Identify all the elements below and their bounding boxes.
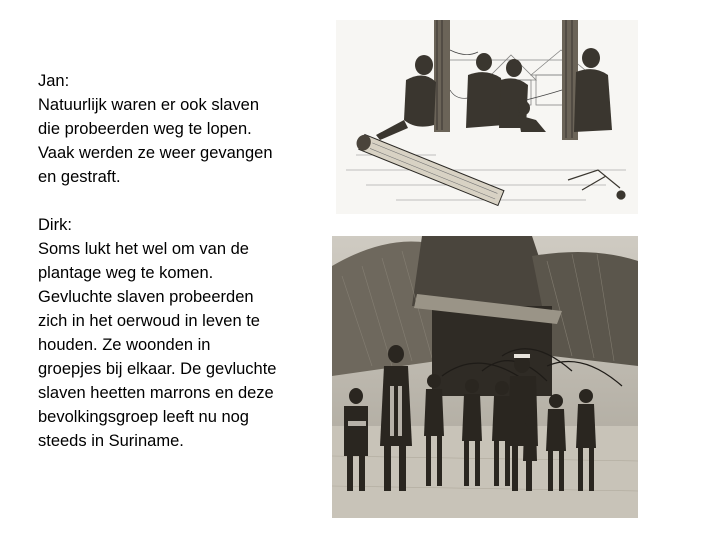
paragraph [38, 93, 323, 189]
text-line: groepjes bij elkaar. De gevluchte [38, 360, 277, 378]
text-line: Vaak werden ze weer gevangen [38, 144, 273, 162]
speaker-colon: : [67, 216, 72, 234]
text-line: slaven heetten marrons en deze [38, 384, 274, 402]
speaker-colon: : [64, 72, 70, 90]
speaker-label [38, 213, 323, 237]
text-line: Natuurlijk waren er ook slaven [38, 96, 260, 114]
engraving-punished-slaves-image [336, 20, 638, 214]
text-block-jan [38, 69, 323, 189]
paragraph [38, 237, 323, 453]
text-line: Soms lukt het wel om van de [38, 240, 249, 258]
speaker-name: Jan [38, 72, 65, 90]
photo-maroon-group-image [332, 236, 638, 518]
text-line: en gestraft. [38, 168, 121, 186]
engraving-punished-slaves-icon [336, 20, 638, 214]
text-line: zich in het oerwoud in leven te [38, 312, 260, 330]
text-line: houden. Ze woonden in [38, 336, 211, 354]
text-line: Gevluchte slaven probeerden [38, 288, 254, 306]
text-line: bevolkingsgroep leeft nu nog [38, 408, 249, 426]
text-line: die probeerden weg te lopen. [38, 120, 252, 138]
text-line: steeds in Suriname. [38, 432, 184, 450]
photo-maroon-group-icon [332, 236, 638, 518]
speaker-label [38, 69, 323, 93]
speaker-name: Dirk [38, 216, 68, 234]
text-block-dirk [38, 213, 323, 453]
text-line: plantage weg te komen. [38, 264, 214, 282]
